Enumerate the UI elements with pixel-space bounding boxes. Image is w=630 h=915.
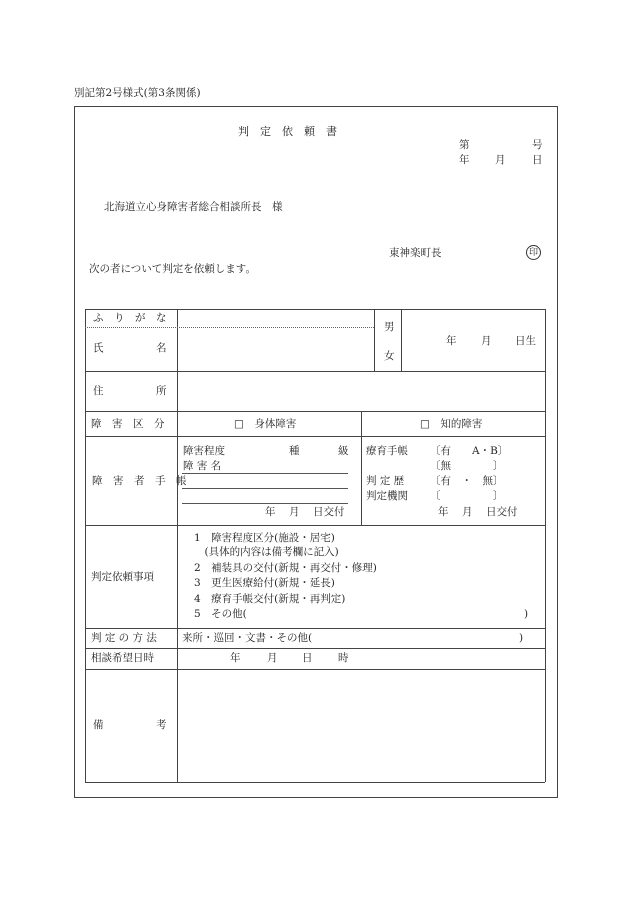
row-divider-method (85, 628, 545, 629)
disability-class-label: 障 害 区 分 (91, 418, 165, 430)
sex-female: 女 (384, 350, 395, 362)
row-divider-handbook (85, 436, 545, 437)
doc-number-go: 号 (532, 139, 543, 151)
row-divider-address (85, 371, 545, 372)
consult-month: 月 (267, 652, 278, 664)
judgment-agency-label: 判定機関 (366, 490, 408, 502)
ryoiku-issue-day: 日交付 (486, 506, 518, 518)
shintai-degree-label: 障害程度 (183, 445, 225, 457)
sex-column-left (374, 309, 375, 371)
ryoiku-issue-year: 年 (438, 506, 449, 518)
method-close: ) (519, 632, 524, 644)
furigana-label: ふ り が な (93, 312, 167, 324)
table-left-border (85, 309, 86, 782)
date-year: 年 (459, 154, 470, 166)
handbook-label: 障 害 者 手 帳 (92, 475, 187, 487)
addressee: 北海道立心身障害者総合相談所長 様 (104, 201, 283, 213)
method-label: 判 定 の 方 法 (91, 632, 157, 644)
birth-day: 日生 (515, 335, 536, 347)
shintai-issue-month: 月 (289, 506, 300, 518)
row-divider-consult (85, 648, 545, 649)
request-item-1-note: (具体的内容は備考欄に記入) (194, 546, 339, 558)
request-item-5: 5 その他( (194, 608, 247, 620)
shintai-kyu: 級 (338, 445, 349, 457)
disability-name-line-2 (182, 488, 348, 489)
row-divider-class (85, 411, 545, 412)
shintai-issue-day: 日交付 (313, 506, 345, 518)
physical-disability-checkbox[interactable]: □ 身体障害 (234, 418, 297, 430)
consult-label: 相談希望日時 (91, 652, 154, 664)
doc-number-dai: 第 (459, 139, 470, 151)
ryoiku-option-no: 〔無 〕 (430, 460, 504, 472)
intellectual-disability-checkbox[interactable]: □ 知的障害 (420, 418, 483, 430)
request-item-2: 2 補装具の交付(新規・再交付・修理) (194, 562, 377, 574)
birth-month: 月 (481, 335, 492, 347)
ryoiku-option-yes: 〔有 A・B〕 (430, 445, 509, 457)
handbook-middle-divider (361, 411, 362, 525)
shintai-disability-name-label: 障 害 名 (183, 460, 222, 472)
judgment-agency-field: 〔 〕 (430, 490, 504, 502)
request-items-label: 判定依頼事項 (91, 571, 154, 583)
consult-year: 年 (230, 652, 241, 664)
sex-male: 男 (384, 321, 395, 333)
name-label: 氏 名 (93, 342, 167, 354)
row-divider-request (85, 525, 545, 526)
shintai-issue-year: 年 (265, 506, 276, 518)
intro-text: 次の者について判定を依頼します。 (89, 263, 256, 275)
seal-mark: 印 (526, 245, 541, 260)
sender-name: 東神楽町長 (389, 247, 442, 259)
sex-column-right (401, 309, 402, 371)
table-bottom-border (85, 782, 545, 783)
ryoiku-label: 療育手帳 (366, 445, 408, 457)
ryoiku-issue-month: 月 (462, 506, 473, 518)
address-label: 住 所 (93, 385, 167, 397)
method-options: 来所・巡回・文書・その他( (182, 632, 313, 644)
consult-hour: 時 (338, 652, 349, 664)
shintai-shu: 種 (289, 445, 300, 457)
document-title: 判 定 依 頼 書 (238, 125, 337, 138)
form-reference: 別記第2号様式(第3条関係) (74, 87, 201, 99)
disability-name-line-3 (182, 503, 348, 504)
table-right-border (545, 309, 546, 782)
remarks-label: 備 考 (93, 719, 167, 731)
row-divider-remarks (85, 669, 545, 670)
judgment-history-options: 〔有 ・ 無〕 (430, 475, 504, 487)
label-column-divider (177, 309, 178, 782)
request-item-3: 3 更生医療給付(新規・延長) (194, 577, 335, 589)
table-top-border (85, 309, 545, 310)
birth-year: 年 (446, 335, 457, 347)
furigana-divider (85, 327, 374, 328)
request-item-1: 1 障害程度区分(施設・居宅) (194, 532, 335, 544)
request-item-5-close: ) (524, 608, 529, 620)
disability-name-line-1 (182, 473, 348, 474)
date-day: 日 (532, 154, 543, 166)
request-item-4: 4 療育手帳交付(新規・再判定) (194, 593, 346, 605)
date-month: 月 (495, 154, 506, 166)
consult-day: 日 (302, 652, 313, 664)
judgment-history-label: 判 定 歴 (366, 475, 405, 487)
